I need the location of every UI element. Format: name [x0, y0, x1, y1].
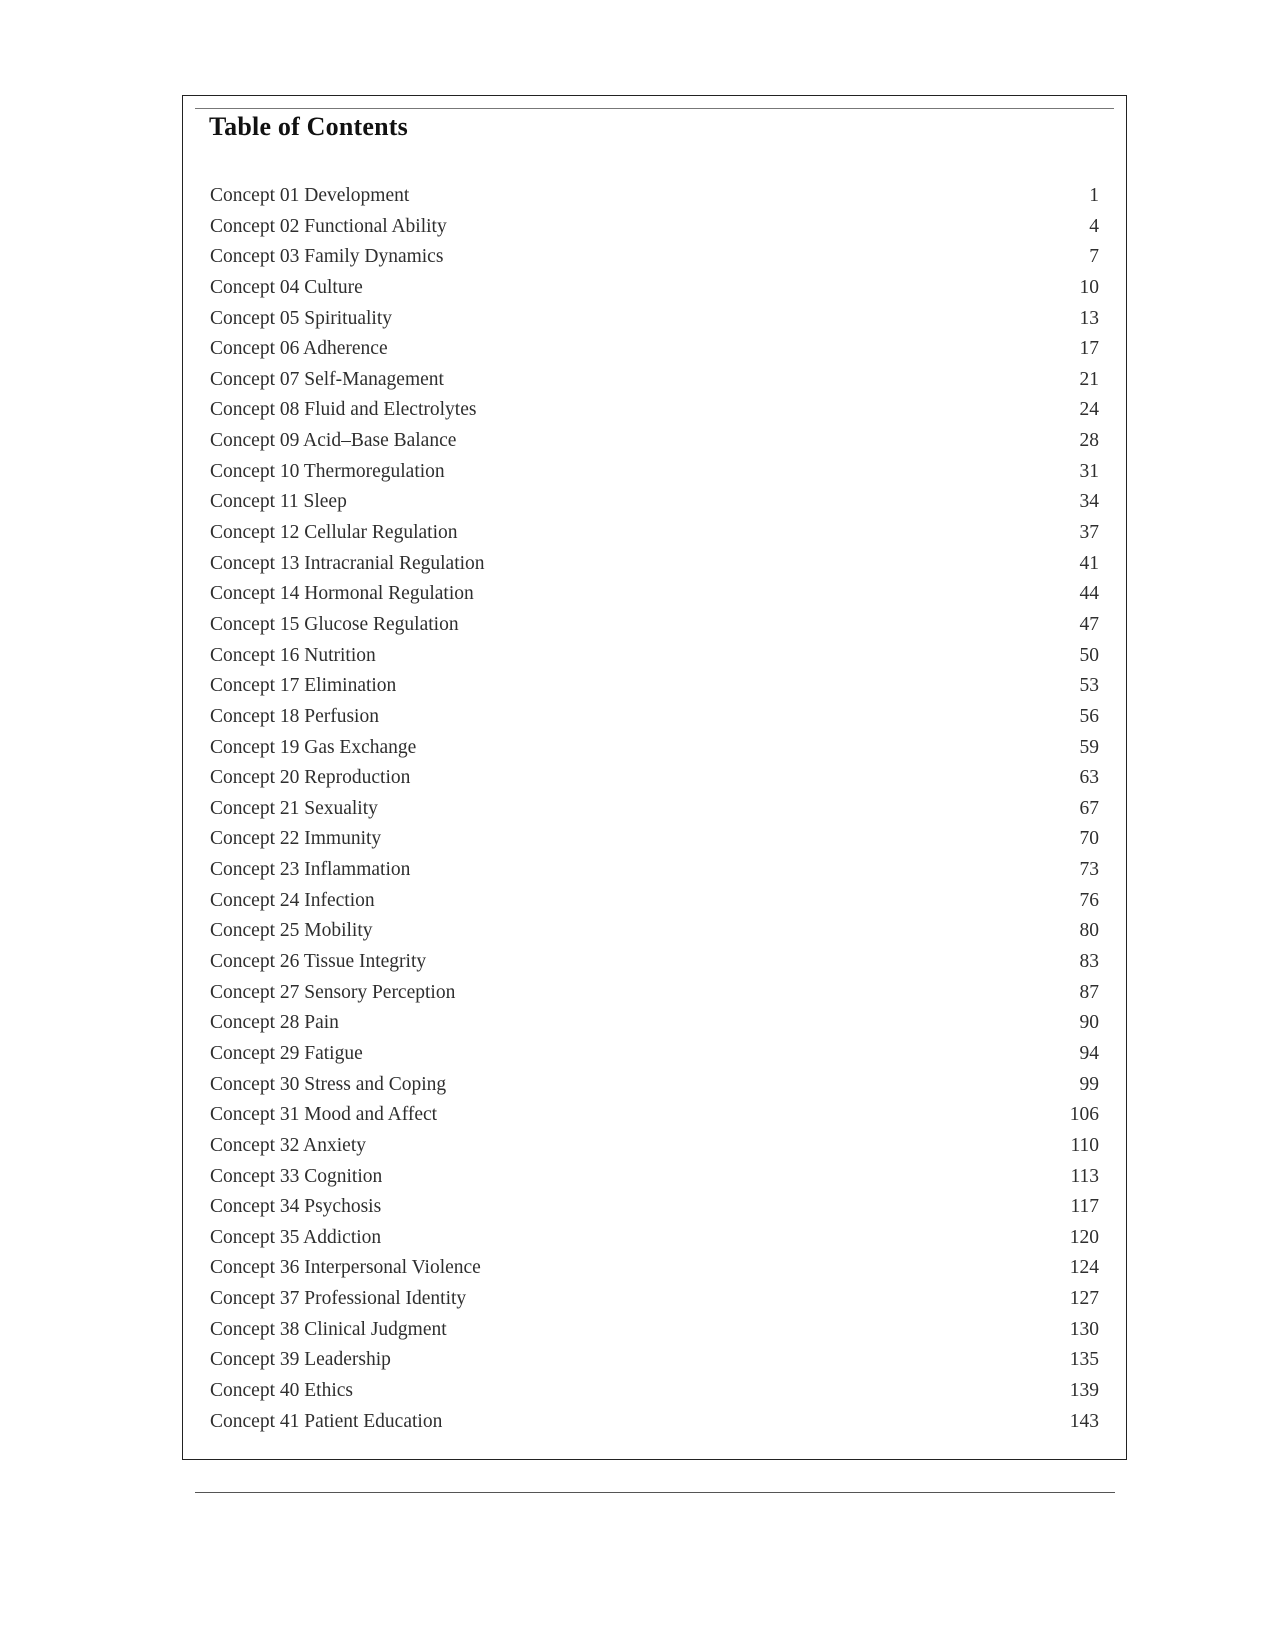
toc-entry[interactable]	[210, 1345, 1099, 1376]
toc-entry-title: Concept 08 Fluid and Electrolytes	[210, 399, 477, 421]
toc-entry[interactable]	[210, 1253, 1099, 1284]
toc-entry-title: Concept 12 Cellular Regulation	[210, 522, 458, 544]
toc-entry-title: Concept 30 Stress and Coping	[210, 1073, 447, 1095]
toc-entry-page-number: 113	[1070, 1165, 1099, 1187]
toc-entry-page-number: 135	[1069, 1349, 1099, 1371]
toc-entry-title: Concept 28 Pain	[210, 1012, 339, 1034]
toc-entry-page-number: 80	[1079, 920, 1099, 942]
toc-entry-page-number: 83	[1079, 951, 1099, 973]
toc-entry-page-number: 76	[1079, 889, 1099, 911]
toc-entry[interactable]	[210, 334, 1099, 365]
toc-entry[interactable]	[210, 671, 1099, 702]
toc-entry-page-number: 4	[1089, 215, 1099, 237]
toc-entry-page-number: 143	[1069, 1410, 1099, 1432]
toc-entry[interactable]	[210, 794, 1099, 825]
toc-entry-title: Concept 09 Acid–Base Balance	[210, 430, 457, 452]
toc-entry-page-number: 67	[1079, 797, 1099, 819]
toc-entry-page-number: 10	[1079, 276, 1099, 298]
toc-entry-page-number: 87	[1079, 981, 1099, 1003]
toc-entry[interactable]	[210, 641, 1099, 672]
toc-entry-page-number: 13	[1079, 307, 1099, 329]
toc-entry-title: Concept 17 Elimination	[210, 675, 397, 697]
toc-entry[interactable]	[210, 1407, 1099, 1438]
toc-entry[interactable]	[210, 273, 1099, 304]
toc-entry-title: Concept 10 Thermoregulation	[210, 460, 445, 482]
toc-entry[interactable]	[210, 886, 1099, 917]
toc-entry-page-number: 37	[1079, 522, 1099, 544]
toc-entry[interactable]	[210, 1223, 1099, 1254]
toc-entry-title: Concept 33 Cognition	[210, 1165, 383, 1187]
toc-entry-title: Concept 05 Spirituality	[210, 307, 392, 329]
toc-frame	[182, 95, 1127, 1460]
toc-entry-page-number: 44	[1079, 583, 1099, 605]
toc-entry-page-number: 41	[1079, 552, 1099, 574]
toc-entry-title: Concept 38 Clinical Judgment	[210, 1318, 447, 1340]
toc-entry-page-number: 24	[1079, 399, 1099, 421]
toc-entry-title: Concept 13 Intracranial Regulation	[210, 552, 485, 574]
toc-entry[interactable]	[210, 579, 1099, 610]
toc-entry-title: Concept 16 Nutrition	[210, 644, 376, 666]
toc-entry[interactable]	[210, 916, 1099, 947]
toc-entry-title: Concept 41 Patient Education	[210, 1410, 443, 1432]
toc-entry-page-number: 59	[1079, 736, 1099, 758]
toc-entry-page-number: 90	[1079, 1012, 1099, 1034]
toc-entry-title: Concept 11 Sleep	[210, 491, 347, 513]
toc-entry-page-number: 56	[1079, 705, 1099, 727]
toc-entry-title: Concept 19 Gas Exchange	[210, 736, 417, 758]
toc-entry-page-number: 34	[1079, 491, 1099, 513]
toc-entry-title: Concept 40 Ethics	[210, 1379, 353, 1401]
toc-entry[interactable]	[210, 426, 1099, 457]
toc-entry-title: Concept 37 Professional Identity	[210, 1288, 467, 1310]
toc-entry-title: Concept 39 Leadership	[210, 1349, 391, 1371]
toc-entry-title: Concept 03 Family Dynamics	[210, 246, 444, 268]
toc-entry-page-number: 124	[1069, 1257, 1099, 1279]
toc-entry[interactable]	[210, 1131, 1099, 1162]
toc-entry[interactable]	[210, 1284, 1099, 1315]
toc-entry-page-number: 21	[1079, 368, 1099, 390]
header-rule	[195, 108, 1114, 109]
toc-entry[interactable]	[210, 518, 1099, 549]
toc-entry[interactable]	[210, 763, 1099, 794]
toc-entry[interactable]	[210, 181, 1099, 212]
toc-entry-page-number: 73	[1079, 859, 1099, 881]
toc-entry-page-number: 1	[1089, 185, 1099, 206]
toc-list	[210, 181, 1099, 1437]
toc-entry[interactable]	[210, 212, 1099, 243]
toc-entry-page-number: 53	[1079, 675, 1099, 697]
toc-entry-page-number: 28	[1079, 430, 1099, 452]
toc-entry-title: Concept 15 Glucose Regulation	[210, 613, 459, 635]
toc-entry[interactable]	[210, 242, 1099, 273]
toc-entry-title: Concept 32 Anxiety	[210, 1134, 366, 1156]
toc-entry-page-number: 7	[1089, 246, 1099, 268]
toc-entry-page-number: 94	[1079, 1042, 1099, 1064]
toc-entry[interactable]	[210, 733, 1099, 764]
toc-entry-page-number: 17	[1079, 338, 1099, 360]
toc-entry-page-number: 130	[1069, 1318, 1099, 1340]
toc-entry[interactable]	[210, 1008, 1099, 1039]
toc-entry[interactable]	[210, 1039, 1099, 1070]
toc-entry[interactable]	[210, 487, 1099, 518]
toc-entry-title: Concept 14 Hormonal Regulation	[210, 583, 474, 605]
toc-entry-page-number: 127	[1069, 1288, 1099, 1310]
toc-entry-title: Concept 31 Mood and Affect	[210, 1104, 438, 1126]
toc-entry-title: Concept 07 Self-Management	[210, 368, 444, 390]
toc-entry-title: Concept 02 Functional Ability	[210, 215, 447, 237]
toc-entry[interactable]	[210, 304, 1099, 335]
toc-entry-page-number: 63	[1079, 767, 1099, 789]
toc-entry-title: Concept 26 Tissue Integrity	[210, 951, 427, 973]
toc-entry-title: Concept 23 Inflammation	[210, 859, 411, 881]
toc-entry[interactable]	[210, 1162, 1099, 1193]
toc-entry[interactable]	[210, 610, 1099, 641]
footer-rule	[195, 1492, 1115, 1493]
toc-entry-page-number: 117	[1070, 1196, 1099, 1218]
toc-entry-page-number: 99	[1079, 1073, 1099, 1095]
toc-entry-title: Concept 22 Immunity	[210, 828, 382, 850]
toc-entry-title: Concept 21 Sexuality	[210, 797, 378, 819]
toc-entry[interactable]	[210, 824, 1099, 855]
toc-entry-title: Concept 34 Psychosis	[210, 1196, 382, 1218]
toc-entry[interactable]	[210, 549, 1099, 580]
toc-entry-title: Concept 27 Sensory Perception	[210, 981, 456, 1003]
toc-entry[interactable]	[210, 1070, 1099, 1101]
toc-entry[interactable]	[210, 702, 1099, 733]
toc-entry[interactable]	[210, 1192, 1099, 1223]
toc-entry-page-number: 31	[1079, 460, 1099, 482]
toc-entry-page-number: 139	[1069, 1379, 1099, 1401]
toc-entry[interactable]	[210, 947, 1099, 978]
toc-entry-title: Concept 35 Addiction	[210, 1226, 382, 1248]
toc-entry[interactable]	[210, 1100, 1099, 1131]
toc-entry[interactable]	[210, 1315, 1099, 1346]
toc-entry[interactable]	[210, 978, 1099, 1009]
toc-entry[interactable]	[210, 395, 1099, 426]
toc-entry-title: Concept 29 Fatigue	[210, 1042, 363, 1064]
toc-entry-title: Concept 36 Interpersonal Violence	[210, 1257, 481, 1279]
toc-entry[interactable]	[210, 457, 1099, 488]
toc-entry-title: Concept 06 Adherence	[210, 338, 388, 360]
toc-entry-page-number: 120	[1069, 1226, 1099, 1248]
page-title: Table of Contents	[209, 112, 408, 141]
toc-entry-page-number: 70	[1079, 828, 1099, 850]
toc-entry-page-number: 50	[1079, 644, 1099, 666]
toc-entry-title: Concept 25 Mobility	[210, 920, 373, 942]
toc-entry[interactable]	[210, 855, 1099, 886]
toc-entry-title: Concept 04 Culture	[210, 276, 363, 298]
toc-entry-title: Concept 24 Infection	[210, 889, 375, 911]
toc-entry-title: Concept 20 Reproduction	[210, 767, 411, 789]
toc-entry-page-number: 47	[1079, 613, 1099, 635]
toc-entry-title: Concept 01 Development	[210, 185, 410, 206]
toc-entry[interactable]	[210, 1376, 1099, 1407]
toc-entry-page-number: 106	[1069, 1104, 1099, 1126]
toc-entry[interactable]	[210, 365, 1099, 396]
toc-entry-page-number: 110	[1070, 1134, 1099, 1156]
toc-entry-title: Concept 18 Perfusion	[210, 705, 379, 727]
